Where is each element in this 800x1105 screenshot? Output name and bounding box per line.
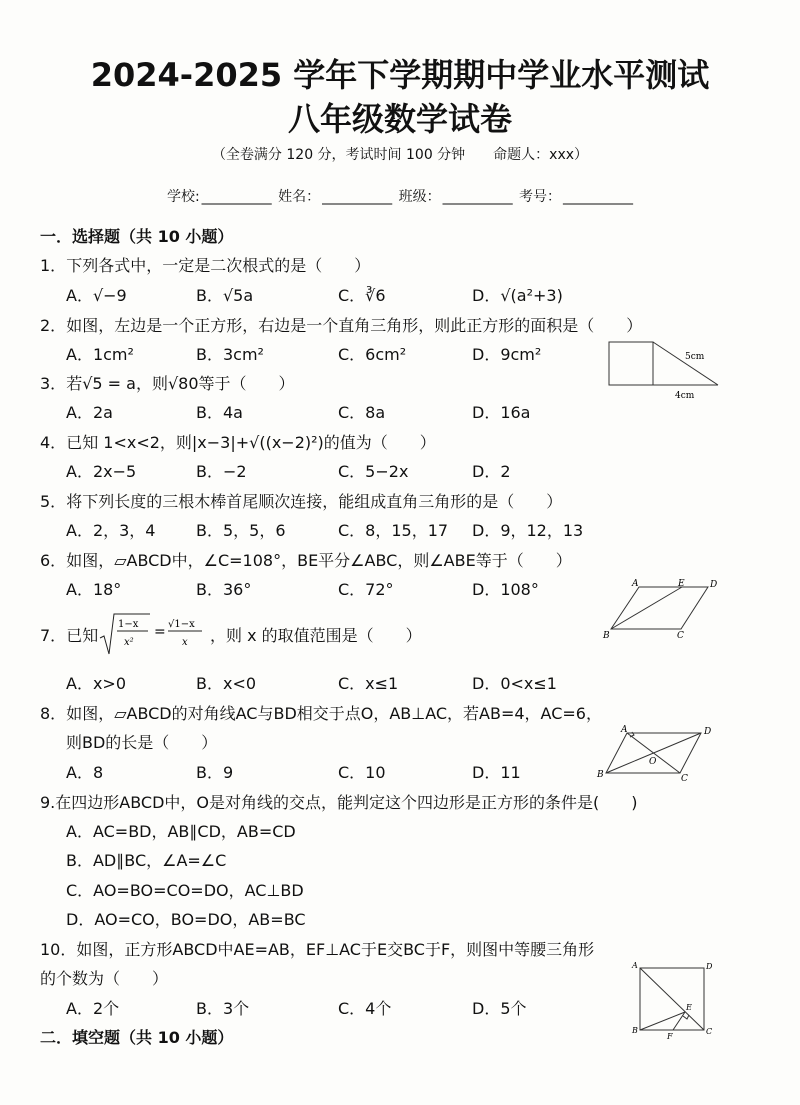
svg-text:1−x: 1−x — [118, 619, 139, 630]
q6-option-d: D．108° — [472, 580, 539, 599]
q10-option-b: B．3个 — [196, 999, 250, 1018]
q5-option-a: A．2，3，4 — [66, 521, 156, 540]
q1-option-d: D．√(a²+3) — [472, 286, 563, 305]
section-heading-choice: 一．选择题（共 10 小题） — [40, 227, 234, 246]
question-7-stem-tail: ，则 x 的取值范围是（ ） — [210, 626, 422, 645]
q3-option-b: B．4a — [196, 403, 243, 422]
q1-option-c: C．∛6 — [338, 286, 386, 305]
q5-option-b: B．5，5，6 — [196, 521, 286, 540]
question-stem: 如图，▱ABCD中，∠C=108°，BE平分∠ABC，则∠ABE等于（ ） — [66, 551, 572, 570]
q3-option-d: D．16a — [472, 403, 531, 422]
question-9: 9.在四边形ABCD中，O是对角线的交点，能判定这个四边形是正方形的条件是( ) — [40, 793, 638, 812]
q9-option-d: D．AO=CO，BO=DO，AB=BC — [66, 910, 306, 929]
exam-title: 2024-2025 学年下学期期中学业水平测试 — [90, 56, 710, 94]
q9-option-b: B．AD∥BC，∠A=∠C — [66, 851, 227, 870]
q9-option-a: A．AC=BD，AB∥CD，AB=CD — [66, 822, 296, 841]
name-blank[interactable]: __________ — [322, 189, 393, 205]
exam-subtitle: 八年级数学试卷 — [287, 100, 512, 138]
section-heading-fill-blank: 二．填空题（共 10 小题） — [40, 1028, 234, 1047]
svg-text:C: C — [681, 774, 688, 782]
svg-text:B: B — [632, 1026, 638, 1035]
question-stem: 若√5 = a，则√80等于（ ） — [66, 374, 295, 393]
question-5: 5．将下列长度的三根木棒首尾顺次连接，能组成直角三角形的是（ ） — [40, 492, 563, 511]
school-label: 学校: — [166, 189, 200, 205]
svg-text:4cm: 4cm — [675, 391, 695, 401]
q2-option-a: A．1cm² — [66, 345, 134, 364]
q10-option-a: A．2个 — [66, 999, 120, 1018]
q2-option-d: D．9cm² — [472, 345, 542, 364]
q8-option-b: B．9 — [196, 763, 234, 782]
q6-option-a: A．18° — [66, 580, 122, 599]
svg-text:=: = — [154, 624, 166, 640]
svg-text:A: A — [632, 579, 639, 589]
question-1: 1．下列各式中，一定是二次根式的是（ ） — [40, 256, 371, 275]
svg-text:F: F — [667, 1032, 673, 1040]
svg-text:B: B — [603, 631, 610, 640]
svg-text:A: A — [632, 961, 638, 970]
question-8: 8．如图，▱ABCD的对角线AC与BD相交于点O，AB⊥AC，若AB=4，AC=6， — [40, 704, 602, 723]
q1-option-a: A．√−9 — [66, 286, 127, 305]
question-stem: 如图，▱ABCD的对角线AC与BD相交于点O，AB⊥AC，若AB=4，AC=6， — [66, 704, 602, 723]
exam-number-label: 考号： — [519, 189, 562, 205]
question-10: 10．如图，正方形ABCD中AE=AB，EF⊥AC于E交BC于F，则图中等腰三角形 — [40, 940, 595, 959]
svg-text:D: D — [706, 962, 713, 971]
q2-figure-square-triangle — [600, 336, 730, 404]
svg-text:O: O — [649, 757, 657, 767]
question-stem: 在四边形ABCD中，O是对角线的交点，能判定这个四边形是正方形的条件是( ) — [55, 793, 638, 812]
q5-option-d: D．9，12，13 — [472, 521, 584, 540]
student-info-fields — [0, 186, 800, 206]
question-8-line2: 则BD的长是（ ） — [66, 733, 218, 752]
svg-text:D: D — [704, 727, 712, 737]
q8-option-a: A．8 — [66, 763, 104, 782]
q6-option-b: B．36° — [196, 580, 252, 599]
q2-option-c: C．6cm² — [338, 345, 407, 364]
question-stem: 如图，正方形ABCD中AE=AB，EF⊥AC于E交BC于F，则图中等腰三角形 — [76, 940, 595, 959]
exam-info: （全卷满分 120 分，考试时间 100 分钟 命题人：xxx） — [211, 147, 589, 163]
q7-option-a: A．x>0 — [66, 674, 127, 693]
q7-option-c: C．x≤1 — [338, 674, 399, 693]
question-stem: 已知 1<x<2，则|x−3|+√((x−2)²)的值为（ ） — [66, 433, 436, 452]
svg-text:x²: x² — [124, 637, 134, 648]
question-2: 2．如图，左边是一个正方形，右边是一个直角三角形，则此正方形的面积是（ ） — [40, 316, 643, 335]
svg-text:E: E — [678, 579, 685, 589]
school-blank[interactable]: __________ — [201, 189, 272, 205]
svg-text:A: A — [621, 725, 628, 735]
question-3: 3．若√5 = a，则√80等于（ ） — [40, 374, 295, 393]
q4-option-d: D．2 — [472, 462, 511, 481]
question-6: 6．如图，▱ABCD中，∠C=108°，BE平分∠ABC，则∠ABE等于（ ） — [40, 551, 572, 570]
q6-figure-parallelogram — [600, 578, 730, 640]
q3-option-a: A．2a — [66, 403, 113, 422]
q3-option-c: C．8a — [338, 403, 386, 422]
q6-option-c: C．72° — [338, 580, 394, 599]
question-stem: 下列各式中，一定是二次根式的是（ ） — [66, 256, 371, 275]
q10-option-d: D．5个 — [472, 999, 527, 1018]
svg-text:D: D — [710, 580, 718, 590]
svg-text:x: x — [182, 637, 188, 648]
svg-text:B: B — [597, 770, 604, 780]
svg-text:E: E — [686, 1003, 692, 1012]
svg-text:5cm: 5cm — [685, 352, 705, 362]
q1-option-b: B．√5a — [196, 286, 254, 305]
q8-option-c: C．10 — [338, 763, 386, 782]
q7-option-b: B．x<0 — [196, 674, 257, 693]
q8-option-d: D．11 — [472, 763, 521, 782]
q10-figure-square — [628, 960, 728, 1040]
q4-option-a: A．2x−5 — [66, 462, 137, 481]
question-stem: 将下列长度的三根木棒首尾顺次连接，能组成直角三角形的是（ ） — [66, 492, 563, 511]
question-10-line2: 的个数为（ ） — [40, 969, 169, 988]
svg-text:C: C — [677, 631, 684, 640]
q7-option-d: D．0<x≤1 — [472, 674, 557, 693]
q2-option-b: B．3cm² — [196, 345, 264, 364]
q7-formula — [98, 610, 210, 656]
q4-option-c: C．5−2x — [338, 462, 409, 481]
q8-figure-parallelogram-diagonals — [590, 724, 730, 782]
svg-text:C: C — [706, 1027, 713, 1036]
class-label: 班级： — [398, 189, 441, 205]
question-7: 7．已知 — [40, 626, 99, 645]
exam-number-blank[interactable]: __________ — [563, 189, 634, 205]
name-label: 姓名： — [278, 189, 321, 205]
question-4: 4．已知 1<x<2，则|x−3|+√((x−2)²)的值为（ ） — [40, 433, 436, 452]
class-blank[interactable]: __________ — [442, 189, 513, 205]
q5-option-c: C．8，15，17 — [338, 521, 449, 540]
svg-text:√1−x: √1−x — [168, 619, 195, 630]
question-stem: 如图，左边是一个正方形，右边是一个直角三角形，则此正方形的面积是（ ） — [66, 316, 643, 335]
q10-option-c: C．4个 — [338, 999, 392, 1018]
q9-option-c: C．AO=BO=CO=DO，AC⊥BD — [66, 881, 304, 900]
q4-option-b: B．−2 — [196, 462, 247, 481]
